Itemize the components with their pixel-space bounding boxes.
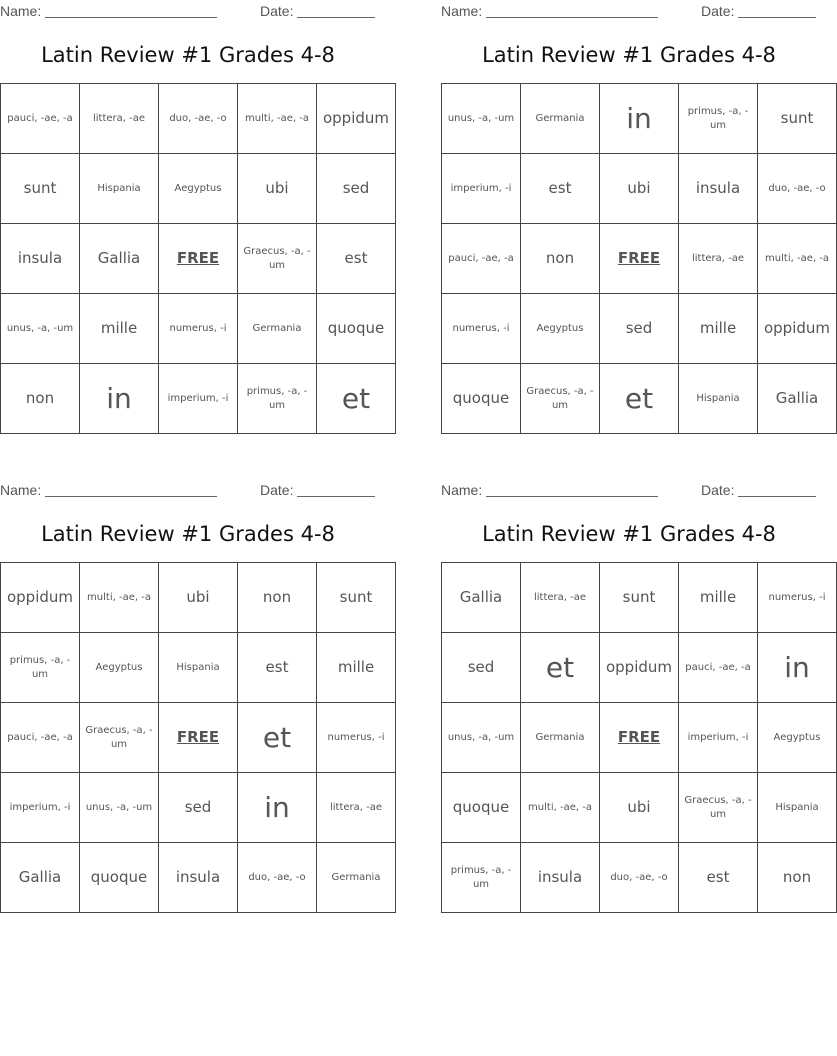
- grid-row: [1, 84, 396, 154]
- bingo-cell: numerus, -i: [317, 703, 396, 773]
- bingo-cell: pauci, -ae, -a: [679, 633, 758, 703]
- bingo-cell: pauci, -ae, -a: [1, 84, 80, 154]
- name-label: Name:: [0, 3, 42, 19]
- bingo-cell: Graecus, -a, -um: [679, 773, 758, 843]
- grid-row: [442, 224, 837, 294]
- grid-row: [1, 294, 396, 364]
- bingo-cell: Germania: [238, 294, 317, 364]
- bingo-cell: et: [600, 364, 679, 434]
- bingo-cell: Aegyptus: [159, 154, 238, 224]
- bingo-cell: pauci, -ae, -a: [442, 224, 521, 294]
- date-label: Date:: [260, 3, 294, 19]
- bingo-cell: non: [521, 224, 600, 294]
- name-blank-line: [486, 17, 658, 18]
- grid-row: [442, 563, 837, 633]
- date-blank-line: [297, 17, 375, 18]
- bingo-cell: primus, -a, -um: [442, 843, 521, 913]
- date-label: Date:: [701, 482, 735, 498]
- bingo-cell: quoque: [442, 773, 521, 843]
- bingo-cell: Germania: [521, 703, 600, 773]
- bingo-cell: unus, -a, -um: [442, 703, 521, 773]
- bingo-cell: multi, -ae, -a: [521, 773, 600, 843]
- bingo-cell: imperium, -i: [1, 773, 80, 843]
- student-info-row: [441, 482, 817, 500]
- bingo-cell: unus, -a, -um: [442, 84, 521, 154]
- bingo-cell: mille: [679, 294, 758, 364]
- bingo-cell: oppidum: [758, 294, 837, 364]
- bingo-cell: in: [758, 633, 837, 703]
- bingo-cell: Hispania: [159, 633, 238, 703]
- bingo-cell: duo, -ae, -o: [159, 84, 238, 154]
- bingo-cell: Aegyptus: [521, 294, 600, 364]
- bingo-cell: oppidum: [600, 633, 679, 703]
- bingo-cell: Graecus, -a, -um: [238, 224, 317, 294]
- date-blank-line: [297, 496, 375, 497]
- bingo-cell: in: [238, 773, 317, 843]
- bingo-card: [441, 479, 826, 919]
- bingo-cell: ubi: [238, 154, 317, 224]
- bingo-cell: littera, -ae: [521, 563, 600, 633]
- bingo-cell: pauci, -ae, -a: [1, 703, 80, 773]
- bingo-cell: Gallia: [758, 364, 837, 434]
- bingo-cell: sunt: [600, 563, 679, 633]
- date-label: Date:: [260, 482, 294, 498]
- bingo-cell: Hispania: [758, 773, 837, 843]
- bingo-cell: ubi: [159, 563, 238, 633]
- bingo-cell: imperium, -i: [159, 364, 238, 434]
- bingo-grid: [0, 83, 396, 434]
- bingo-cell: non: [758, 843, 837, 913]
- bingo-cell: numerus, -i: [159, 294, 238, 364]
- free-space-cell: FREE: [159, 703, 238, 773]
- bingo-cell: non: [238, 563, 317, 633]
- bingo-cell: Hispania: [80, 154, 159, 224]
- grid-row: [442, 84, 837, 154]
- grid-row: [442, 364, 837, 434]
- grid-row: [442, 843, 837, 913]
- bingo-cell: imperium, -i: [679, 703, 758, 773]
- bingo-cell: littera, -ae: [679, 224, 758, 294]
- free-space-cell: FREE: [600, 703, 679, 773]
- bingo-cell: Aegyptus: [758, 703, 837, 773]
- bingo-cell: est: [521, 154, 600, 224]
- bingo-cell: multi, -ae, -a: [758, 224, 837, 294]
- bingo-cell: numerus, -i: [442, 294, 521, 364]
- bingo-cell: est: [238, 633, 317, 703]
- bingo-cell: imperium, -i: [442, 154, 521, 224]
- bingo-card: [0, 479, 385, 919]
- bingo-cell: non: [1, 364, 80, 434]
- bingo-cell: primus, -a, -um: [679, 84, 758, 154]
- bingo-cell: numerus, -i: [758, 563, 837, 633]
- bingo-cell: sed: [317, 154, 396, 224]
- grid-row: [442, 633, 837, 703]
- bingo-cell: mille: [317, 633, 396, 703]
- bingo-cell: littera, -ae: [80, 84, 159, 154]
- bingo-cell: sed: [600, 294, 679, 364]
- name-blank-line: [45, 17, 217, 18]
- card-title: Latin Review #1 Grades 4-8: [482, 522, 776, 546]
- student-info-row: [0, 3, 376, 21]
- bingo-cell: et: [238, 703, 317, 773]
- bingo-cell: primus, -a, -um: [238, 364, 317, 434]
- name-blank-line: [486, 496, 658, 497]
- bingo-cell: Aegyptus: [80, 633, 159, 703]
- student-info-row: [0, 482, 376, 500]
- bingo-cell: insula: [159, 843, 238, 913]
- bingo-cell: sed: [159, 773, 238, 843]
- bingo-cell: sunt: [758, 84, 837, 154]
- grid-row: [1, 154, 396, 224]
- bingo-cell: unus, -a, -um: [1, 294, 80, 364]
- bingo-cell: ubi: [600, 773, 679, 843]
- bingo-cell: duo, -ae, -o: [600, 843, 679, 913]
- date-label: Date:: [701, 3, 735, 19]
- bingo-card: [441, 0, 831, 440]
- bingo-cell: sed: [442, 633, 521, 703]
- bingo-cell: mille: [679, 563, 758, 633]
- bingo-cell: unus, -a, -um: [80, 773, 159, 843]
- bingo-cell: insula: [679, 154, 758, 224]
- card-title: Latin Review #1 Grades 4-8: [41, 522, 335, 546]
- bingo-cell: in: [600, 84, 679, 154]
- bingo-cell: quoque: [442, 364, 521, 434]
- grid-row: [1, 364, 396, 434]
- bingo-cell: quoque: [80, 843, 159, 913]
- card-title: Latin Review #1 Grades 4-8: [41, 43, 335, 67]
- bingo-cell: est: [317, 224, 396, 294]
- bingo-cell: insula: [521, 843, 600, 913]
- bingo-cell: est: [679, 843, 758, 913]
- free-space-cell: FREE: [159, 224, 238, 294]
- grid-row: [442, 773, 837, 843]
- name-blank-line: [45, 496, 217, 497]
- grid-row: [1, 773, 396, 843]
- bingo-cell: et: [521, 633, 600, 703]
- bingo-cell: in: [80, 364, 159, 434]
- bingo-cell: ubi: [600, 154, 679, 224]
- bingo-cell: oppidum: [317, 84, 396, 154]
- bingo-cell: insula: [1, 224, 80, 294]
- bingo-cell: littera, -ae: [317, 773, 396, 843]
- grid-row: [1, 703, 396, 773]
- bingo-cell: duo, -ae, -o: [758, 154, 837, 224]
- free-space-cell: FREE: [600, 224, 679, 294]
- bingo-cell: sunt: [1, 154, 80, 224]
- bingo-cell: Graecus, -a, -um: [80, 703, 159, 773]
- grid-row: [442, 154, 837, 224]
- date-blank-line: [738, 17, 816, 18]
- bingo-cell: duo, -ae, -o: [238, 843, 317, 913]
- bingo-cell: Germania: [521, 84, 600, 154]
- bingo-cell: Hispania: [679, 364, 758, 434]
- student-info-row: [441, 3, 817, 21]
- bingo-cell: Gallia: [1, 843, 80, 913]
- bingo-cell: Graecus, -a, -um: [521, 364, 600, 434]
- bingo-grid: [441, 83, 837, 434]
- bingo-cell: Gallia: [442, 563, 521, 633]
- bingo-grid: [441, 562, 837, 913]
- grid-row: [1, 224, 396, 294]
- name-label: Name:: [441, 3, 483, 19]
- bingo-cell: Gallia: [80, 224, 159, 294]
- card-title: Latin Review #1 Grades 4-8: [482, 43, 776, 67]
- grid-row: [1, 843, 396, 913]
- bingo-cell: multi, -ae, -a: [80, 563, 159, 633]
- grid-row: [1, 563, 396, 633]
- bingo-cell: oppidum: [1, 563, 80, 633]
- name-label: Name:: [441, 482, 483, 498]
- name-label: Name:: [0, 482, 42, 498]
- bingo-cell: quoque: [317, 294, 396, 364]
- grid-row: [442, 703, 837, 773]
- grid-row: [1, 633, 396, 703]
- bingo-grid: [0, 562, 396, 913]
- bingo-cell: Germania: [317, 843, 396, 913]
- bingo-cell: primus, -a, -um: [1, 633, 80, 703]
- grid-row: [442, 294, 837, 364]
- date-blank-line: [738, 496, 816, 497]
- bingo-cell: mille: [80, 294, 159, 364]
- bingo-cell: sunt: [317, 563, 396, 633]
- bingo-card: [0, 0, 390, 440]
- bingo-cell: multi, -ae, -a: [238, 84, 317, 154]
- bingo-cell: et: [317, 364, 396, 434]
